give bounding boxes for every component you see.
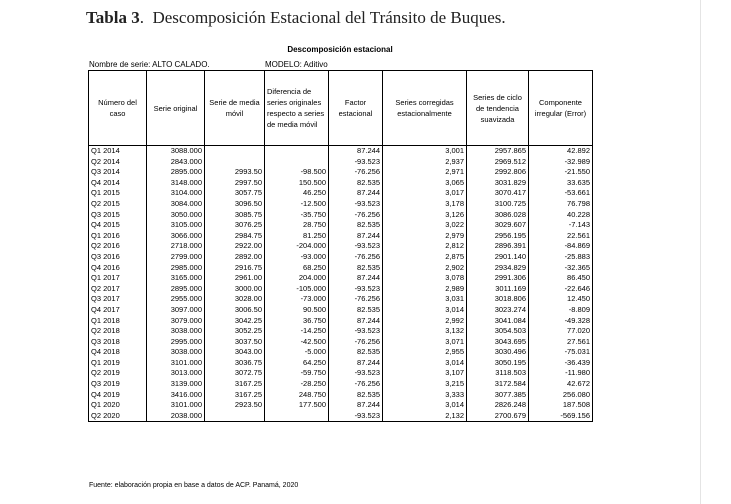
cell-adjusted: 3,178	[383, 199, 467, 210]
cell-case: Q2 2017	[89, 284, 147, 295]
header-row	[89, 71, 593, 146]
cell-case: Q3 2019	[89, 379, 147, 390]
cell-irregular: 22.561	[529, 231, 593, 242]
cell-case: Q4 2019	[89, 390, 147, 401]
cell-case: Q1 2019	[89, 358, 147, 369]
table-row	[89, 188, 593, 199]
cell-case: Q2 2019	[89, 368, 147, 379]
cell-irregular: 86.450	[529, 273, 593, 284]
cell-moving-average: 2997.50	[205, 178, 265, 189]
table-caption	[86, 8, 506, 28]
table-row	[89, 390, 593, 401]
cell-irregular: 42.892	[529, 146, 593, 157]
cell-adjusted: 3,215	[383, 379, 467, 390]
cell-trend-cycle: 2992.806	[467, 167, 529, 178]
cell-irregular: -75.031	[529, 347, 593, 358]
cell-seasonal-factor: 82.535	[329, 390, 383, 401]
cell-difference: -204.000	[265, 241, 329, 252]
decomposition-table	[88, 70, 593, 422]
cell-original: 3050.000	[147, 210, 205, 221]
col-header-adjusted: Series corregidas estacionalmente	[383, 71, 467, 146]
cell-difference: -35.750	[265, 210, 329, 221]
cell-irregular: -22.646	[529, 284, 593, 295]
cell-trend-cycle: 2969.512	[467, 157, 529, 168]
cell-moving-average: 3085.75	[205, 210, 265, 221]
cell-trend-cycle: 3118.503	[467, 368, 529, 379]
col-header-moving-average: Serie de media móvil	[205, 71, 265, 146]
cell-adjusted: 3,132	[383, 326, 467, 337]
cell-adjusted: 2,812	[383, 241, 467, 252]
cell-case: Q3 2015	[89, 210, 147, 221]
cell-original: 3105.000	[147, 220, 205, 231]
cell-seasonal-factor: -76.256	[329, 252, 383, 263]
table-body	[89, 146, 593, 422]
cell-trend-cycle: 3029.607	[467, 220, 529, 231]
series-info-line	[89, 59, 593, 70]
cell-seasonal-factor: -93.523	[329, 368, 383, 379]
cell-case: Q1 2018	[89, 316, 147, 327]
cell-seasonal-factor: 87.244	[329, 358, 383, 369]
cell-original: 3165.000	[147, 273, 205, 284]
cell-moving-average: 2923.50	[205, 400, 265, 411]
cell-difference: -59.750	[265, 368, 329, 379]
cell-case: Q1 2016	[89, 231, 147, 242]
table-title: Descomposición estacional	[287, 45, 393, 54]
table-row	[89, 252, 593, 263]
cell-adjusted: 3,333	[383, 390, 467, 401]
cell-irregular: -53.661	[529, 188, 593, 199]
table-row	[89, 199, 593, 210]
cell-trend-cycle: 2901.140	[467, 252, 529, 263]
cell-trend-cycle: 3100.725	[467, 199, 529, 210]
cell-irregular: -49.328	[529, 316, 593, 327]
cell-irregular: 256.080	[529, 390, 593, 401]
table-row	[89, 273, 593, 284]
cell-adjusted: 3,065	[383, 178, 467, 189]
cell-case: Q3 2017	[89, 294, 147, 305]
cell-original: 3084.000	[147, 199, 205, 210]
cell-irregular: -569.156	[529, 411, 593, 422]
caption-label: Tabla 3	[86, 8, 140, 27]
cell-trend-cycle: 3043.695	[467, 337, 529, 348]
cell-moving-average: 2922.00	[205, 241, 265, 252]
cell-irregular: -32.365	[529, 263, 593, 274]
cell-trend-cycle: 2896.391	[467, 241, 529, 252]
cell-moving-average: 3072.75	[205, 368, 265, 379]
cell-adjusted: 2,989	[383, 284, 467, 295]
cell-original: 3013.000	[147, 368, 205, 379]
cell-trend-cycle: 2700.679	[467, 411, 529, 422]
cell-original: 2038.000	[147, 411, 205, 422]
cell-difference	[265, 146, 329, 157]
cell-trend-cycle: 3011.169	[467, 284, 529, 295]
cell-case: Q3 2016	[89, 252, 147, 263]
cell-irregular: 12.450	[529, 294, 593, 305]
table-row	[89, 326, 593, 337]
cell-irregular: -36.439	[529, 358, 593, 369]
cell-irregular: 27.561	[529, 337, 593, 348]
cell-difference: -5.000	[265, 347, 329, 358]
cell-difference: 248.750	[265, 390, 329, 401]
cell-trend-cycle: 3030.496	[467, 347, 529, 358]
col-header-trend-cycle: Series de ciclo de tendencia suavizada	[467, 71, 529, 146]
cell-irregular: -7.143	[529, 220, 593, 231]
cell-irregular: 40.228	[529, 210, 593, 221]
cell-trend-cycle: 3023.274	[467, 305, 529, 316]
cell-difference: 81.250	[265, 231, 329, 242]
cell-seasonal-factor: -76.256	[329, 167, 383, 178]
table-row	[89, 157, 593, 168]
cell-original: 2985.000	[147, 263, 205, 274]
cell-adjusted: 3,014	[383, 358, 467, 369]
cell-moving-average: 3167.25	[205, 379, 265, 390]
cell-moving-average: 3096.50	[205, 199, 265, 210]
table-row	[89, 358, 593, 369]
cell-moving-average: 3043.00	[205, 347, 265, 358]
cell-difference: 64.250	[265, 358, 329, 369]
cell-seasonal-factor: -76.256	[329, 210, 383, 221]
table-row	[89, 284, 593, 295]
cell-case: Q3 2014	[89, 167, 147, 178]
cell-seasonal-factor: 87.244	[329, 316, 383, 327]
cell-seasonal-factor: -76.256	[329, 379, 383, 390]
cell-original: 3101.000	[147, 400, 205, 411]
cell-adjusted: 3,022	[383, 220, 467, 231]
cell-trend-cycle: 2991.306	[467, 273, 529, 284]
cell-trend-cycle: 3086.028	[467, 210, 529, 221]
cell-seasonal-factor: -93.523	[329, 411, 383, 422]
cell-adjusted: 2,875	[383, 252, 467, 263]
cell-seasonal-factor: 87.244	[329, 188, 383, 199]
cell-trend-cycle: 2957.865	[467, 146, 529, 157]
cell-difference: 36.750	[265, 316, 329, 327]
table-row	[89, 347, 593, 358]
cell-original: 2843.000	[147, 157, 205, 168]
col-header-original: Serie original	[147, 71, 205, 146]
cell-irregular: 42.672	[529, 379, 593, 390]
table-row	[89, 210, 593, 221]
cell-difference: 28.750	[265, 220, 329, 231]
table-row	[89, 241, 593, 252]
cell-case: Q2 2020	[89, 411, 147, 422]
cell-difference	[265, 157, 329, 168]
cell-case: Q4 2017	[89, 305, 147, 316]
cell-original: 3088.000	[147, 146, 205, 157]
model-label: MODELO: Aditivo	[265, 60, 328, 69]
cell-irregular: -21.550	[529, 167, 593, 178]
cell-original: 2895.000	[147, 284, 205, 295]
cell-trend-cycle: 3077.385	[467, 390, 529, 401]
cell-case: Q1 2020	[89, 400, 147, 411]
cell-case: Q2 2018	[89, 326, 147, 337]
cell-adjusted: 3,071	[383, 337, 467, 348]
cell-difference: -98.500	[265, 167, 329, 178]
table-row	[89, 368, 593, 379]
cell-adjusted: 2,979	[383, 231, 467, 242]
table-row	[89, 316, 593, 327]
cell-difference: 150.500	[265, 178, 329, 189]
cell-difference: 68.250	[265, 263, 329, 274]
cell-moving-average: 2961.00	[205, 273, 265, 284]
cell-original: 3148.000	[147, 178, 205, 189]
cell-irregular: -84.869	[529, 241, 593, 252]
cell-adjusted: 2,992	[383, 316, 467, 327]
cell-case: Q2 2015	[89, 199, 147, 210]
col-header-seasonal-factor: Factor estacional	[329, 71, 383, 146]
cell-trend-cycle: 3050.195	[467, 358, 529, 369]
cell-seasonal-factor: -76.256	[329, 294, 383, 305]
page-edge-divider	[700, 0, 701, 504]
table-row	[89, 178, 593, 189]
cell-moving-average: 3167.25	[205, 390, 265, 401]
cell-seasonal-factor: 87.244	[329, 146, 383, 157]
cell-adjusted: 3,001	[383, 146, 467, 157]
cell-trend-cycle: 3172.584	[467, 379, 529, 390]
col-header-irregular: Componente irregular (Error)	[529, 71, 593, 146]
cell-case: Q2 2014	[89, 157, 147, 168]
cell-moving-average: 3028.00	[205, 294, 265, 305]
cell-case: Q4 2015	[89, 220, 147, 231]
cell-trend-cycle: 2826.248	[467, 400, 529, 411]
cell-moving-average: 3000.00	[205, 284, 265, 295]
cell-difference: -14.250	[265, 326, 329, 337]
cell-difference	[265, 411, 329, 422]
cell-irregular: -8.809	[529, 305, 593, 316]
table-row	[89, 294, 593, 305]
cell-adjusted: 2,902	[383, 263, 467, 274]
cell-original: 2895.000	[147, 167, 205, 178]
cell-moving-average	[205, 157, 265, 168]
cell-seasonal-factor: -93.523	[329, 326, 383, 337]
cell-irregular: 33.635	[529, 178, 593, 189]
source-note: Fuente: elaboración propia en base a datos de ACP. Panamá, 2020	[89, 482, 299, 489]
cell-difference: -73.000	[265, 294, 329, 305]
table-row	[89, 305, 593, 316]
cell-difference: -105.000	[265, 284, 329, 295]
cell-seasonal-factor: 82.535	[329, 220, 383, 231]
cell-trend-cycle: 3018.806	[467, 294, 529, 305]
cell-case: Q4 2018	[89, 347, 147, 358]
table-row	[89, 263, 593, 274]
cell-difference: 90.500	[265, 305, 329, 316]
cell-seasonal-factor: -93.523	[329, 241, 383, 252]
caption-text: Descomposición Estacional del Tránsito de Buques.	[152, 8, 506, 27]
cell-trend-cycle: 3041.084	[467, 316, 529, 327]
table-row	[89, 167, 593, 178]
cell-original: 3101.000	[147, 358, 205, 369]
cell-trend-cycle: 2934.829	[467, 263, 529, 274]
cell-difference: 177.500	[265, 400, 329, 411]
cell-original: 2955.000	[147, 294, 205, 305]
cell-irregular: 77.020	[529, 326, 593, 337]
table-row	[89, 337, 593, 348]
cell-seasonal-factor: 87.244	[329, 400, 383, 411]
cell-original: 3079.000	[147, 316, 205, 327]
cell-difference: -93.000	[265, 252, 329, 263]
cell-case: Q1 2015	[89, 188, 147, 199]
cell-moving-average: 2984.75	[205, 231, 265, 242]
cell-original: 3066.000	[147, 231, 205, 242]
table-row	[89, 220, 593, 231]
cell-adjusted: 3,017	[383, 188, 467, 199]
cell-seasonal-factor: 82.535	[329, 263, 383, 274]
cell-original: 3416.000	[147, 390, 205, 401]
cell-moving-average: 3036.75	[205, 358, 265, 369]
cell-original: 3038.000	[147, 347, 205, 358]
cell-moving-average: 3042.25	[205, 316, 265, 327]
cell-original: 2995.000	[147, 337, 205, 348]
table-row	[89, 146, 593, 157]
cell-trend-cycle: 3054.503	[467, 326, 529, 337]
cell-original: 2799.000	[147, 252, 205, 263]
cell-moving-average: 3037.50	[205, 337, 265, 348]
cell-difference: 46.250	[265, 188, 329, 199]
cell-original: 3097.000	[147, 305, 205, 316]
cell-difference: -42.500	[265, 337, 329, 348]
cell-trend-cycle: 2956.195	[467, 231, 529, 242]
cell-adjusted: 2,132	[383, 411, 467, 422]
series-name: Nombre de serie: ALTO CALADO.	[89, 60, 210, 69]
cell-moving-average: 3006.50	[205, 305, 265, 316]
cell-adjusted: 3,014	[383, 305, 467, 316]
cell-irregular: 76.798	[529, 199, 593, 210]
cell-case: Q1 2014	[89, 146, 147, 157]
cell-moving-average	[205, 411, 265, 422]
cell-original: 3038.000	[147, 326, 205, 337]
cell-moving-average: 3076.25	[205, 220, 265, 231]
cell-adjusted: 3,126	[383, 210, 467, 221]
cell-moving-average: 2916.75	[205, 263, 265, 274]
caption-dot: .	[139, 8, 153, 27]
table-row	[89, 379, 593, 390]
cell-adjusted: 2,937	[383, 157, 467, 168]
cell-adjusted: 3,031	[383, 294, 467, 305]
cell-case: Q1 2017	[89, 273, 147, 284]
cell-case: Q2 2016	[89, 241, 147, 252]
cell-difference: -28.250	[265, 379, 329, 390]
table-row	[89, 231, 593, 242]
cell-difference: 204.000	[265, 273, 329, 284]
cell-moving-average: 2892.00	[205, 252, 265, 263]
cell-trend-cycle: 3070.417	[467, 188, 529, 199]
cell-irregular: -25.883	[529, 252, 593, 263]
cell-irregular: -32.989	[529, 157, 593, 168]
cell-seasonal-factor: -76.256	[329, 337, 383, 348]
cell-case: Q4 2014	[89, 178, 147, 189]
cell-seasonal-factor: 82.535	[329, 305, 383, 316]
cell-moving-average: 3052.25	[205, 326, 265, 337]
cell-difference: -12.500	[265, 199, 329, 210]
table-row	[89, 411, 593, 422]
cell-adjusted: 3,107	[383, 368, 467, 379]
cell-adjusted: 3,078	[383, 273, 467, 284]
cell-case: Q4 2016	[89, 263, 147, 274]
cell-moving-average: 2993.50	[205, 167, 265, 178]
col-header-difference: Diferencia de series originales respecto a series de media móvil	[265, 71, 329, 146]
cell-seasonal-factor: -93.523	[329, 157, 383, 168]
cell-moving-average: 3057.75	[205, 188, 265, 199]
cell-irregular: -11.980	[529, 368, 593, 379]
cell-adjusted: 2,955	[383, 347, 467, 358]
cell-adjusted: 2,971	[383, 167, 467, 178]
cell-original: 2718.000	[147, 241, 205, 252]
cell-original: 3139.000	[147, 379, 205, 390]
cell-seasonal-factor: 82.535	[329, 178, 383, 189]
cell-original: 3104.000	[147, 188, 205, 199]
col-header-case: Número del caso	[89, 71, 147, 146]
cell-moving-average	[205, 146, 265, 157]
cell-seasonal-factor: -93.523	[329, 284, 383, 295]
table-row	[89, 400, 593, 411]
cell-seasonal-factor: 87.244	[329, 273, 383, 284]
cell-irregular: 187.508	[529, 400, 593, 411]
cell-seasonal-factor: -93.523	[329, 199, 383, 210]
cell-case: Q3 2018	[89, 337, 147, 348]
cell-trend-cycle: 3031.829	[467, 178, 529, 189]
cell-seasonal-factor: 87.244	[329, 231, 383, 242]
cell-seasonal-factor: 82.535	[329, 347, 383, 358]
cell-adjusted: 3,014	[383, 400, 467, 411]
